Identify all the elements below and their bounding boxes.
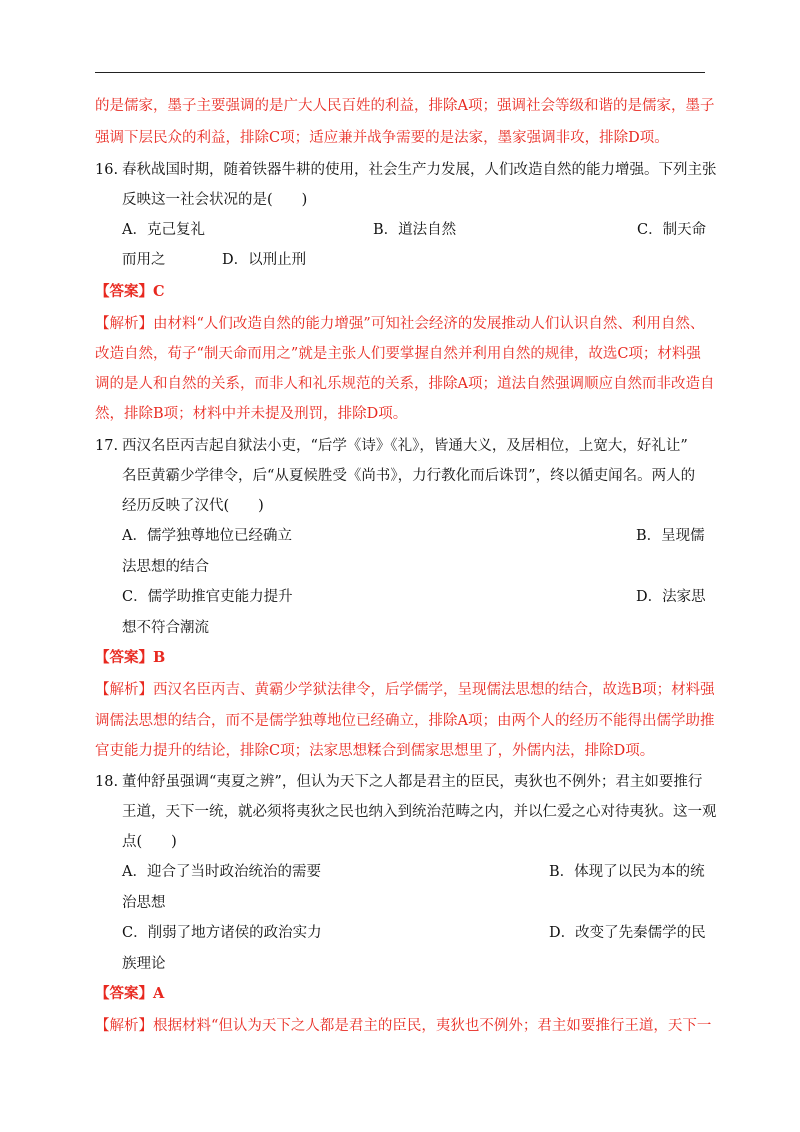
q16-option-b: B．道法自然: [373, 222, 457, 238]
prev-explanation-line-1: 的是儒家，墨子主要强调的是广大人民百姓的利益，排除A项；强调社会等级和谐的是儒家，墨子: [95, 98, 715, 114]
q17-stem-line-2: 名臣黄霸少学律令，后“从夏候胜受《尚书》，力行教化而后诛罚”，终以循吏闻名。两人的: [122, 468, 696, 484]
q16-option-a: A．克己复礼: [122, 222, 205, 238]
prev-explanation-line-2: 强调下层民众的利益，排除C项；适应兼并战争需要的是法家，墨家强调非攻，排除D项。: [95, 130, 669, 146]
q17-analysis-line-2: 调儒法思想的结合，而不是儒学独尊地位已经确立，排除A项；由两个人的经历不能得出儒学助推: [95, 713, 715, 729]
q16-stem: [95, 160, 717, 180]
q16-option-d: D．以刑止刑: [222, 252, 307, 268]
q18-option-a: A．迎合了当时政治统治的需要: [122, 864, 321, 880]
q17-number: 17.: [95, 438, 119, 454]
q18-option-d-cont: 族理论: [122, 956, 166, 972]
q17-option-a: A．儒学独尊地位已经确立: [122, 528, 292, 544]
q18-stem-line-2: 王道，天下一统，就必须将夷狄之民也纳入到统治范畴之内，并以仁爱之心对待夷狄。这一观: [122, 804, 717, 820]
q18-option-b-cont: 治思想: [122, 895, 166, 911]
q17-stem: [95, 436, 705, 456]
q18-option-c: C．削弱了地方诸侯的政治实力: [122, 925, 322, 941]
q17-option-d: D．法家思: [636, 589, 706, 605]
q17-option-b: B．呈现儒: [636, 528, 705, 544]
q16-analysis-line-3: 调的是人和自然的关系，而非人和礼乐规范的关系，排除A项；道法自然强调顺应自然而非改造自: [95, 376, 715, 392]
q18-stem-line-1: 董仲舒虽强调“夷夏之辨”，但认为天下之人都是君主的臣民，夷狄也不例外；君主如要推行: [122, 774, 703, 790]
q18-answer: 【答案】A: [95, 985, 165, 1002]
header-rule: [95, 72, 705, 73]
q16-option-c: C．制天命: [637, 222, 707, 238]
q18-option-d: D．改变了先秦儒学的民: [549, 925, 706, 941]
q16-analysis-line-4: 然，排除B项；材料中并未提及刑罚，排除D项。: [95, 406, 408, 422]
q16-number: 16.: [95, 162, 119, 178]
q16-answer: 【答案】C: [95, 283, 165, 300]
q17-analysis-line-1: 【解析】西汉名臣丙吉、黄霸少学狱法律令，后学儒学，呈现儒法思想的结合，故选B项；材料强: [95, 682, 715, 698]
q18-analysis-line-1: 【解析】根据材料“但认为天下之人都是君主的臣民，夷狄也不例外；君主如要推行王道，天下一: [95, 1018, 712, 1034]
q16-stem-line-2: 反映这一社会状况的是( ): [122, 192, 308, 208]
q18-stem-line-3: 点( ): [122, 834, 177, 850]
q17-analysis-line-3: 官吏能力提升的结论，排除C项；法家思想糅合到儒家思想里了，外儒内法，排除D项。: [95, 743, 655, 759]
q17-option-b-cont: 法思想的结合: [122, 559, 209, 575]
q16-stem-line-1: 春秋战国时期，随着铁器牛耕的使用，社会生产力发展，人们改造自然的能力增强。下列主张: [122, 162, 717, 178]
q17-option-c: C．儒学助推官吏能力提升: [122, 589, 293, 605]
q18-stem: [95, 772, 705, 792]
q18-number: 18.: [95, 774, 119, 790]
q18-option-b: B．体现了以民为本的统: [549, 864, 705, 880]
q17-stem-line-1: 西汉名臣丙吉起自狱法小吏，“后学《诗》《礼》，皆通大义，及居相位，上宽大，好礼让”: [122, 438, 688, 454]
q16-analysis-line-1: 【解析】由材料“人们改造自然的能力增强”可知社会经济的发展推动人们认识自然、利用自然、: [95, 316, 705, 332]
q16-analysis-line-2: 改造自然，荀子“制天命而用之”就是主张人们要掌握自然并利用自然的规律，故选C项；材料强: [95, 346, 701, 362]
q16-option-c-cont: 而用之: [122, 252, 166, 268]
q17-option-d-cont: 想不符合潮流: [122, 620, 209, 636]
q17-answer: 【答案】B: [95, 649, 166, 666]
q17-stem-line-3: 经历反映了汉代( ): [122, 498, 264, 514]
